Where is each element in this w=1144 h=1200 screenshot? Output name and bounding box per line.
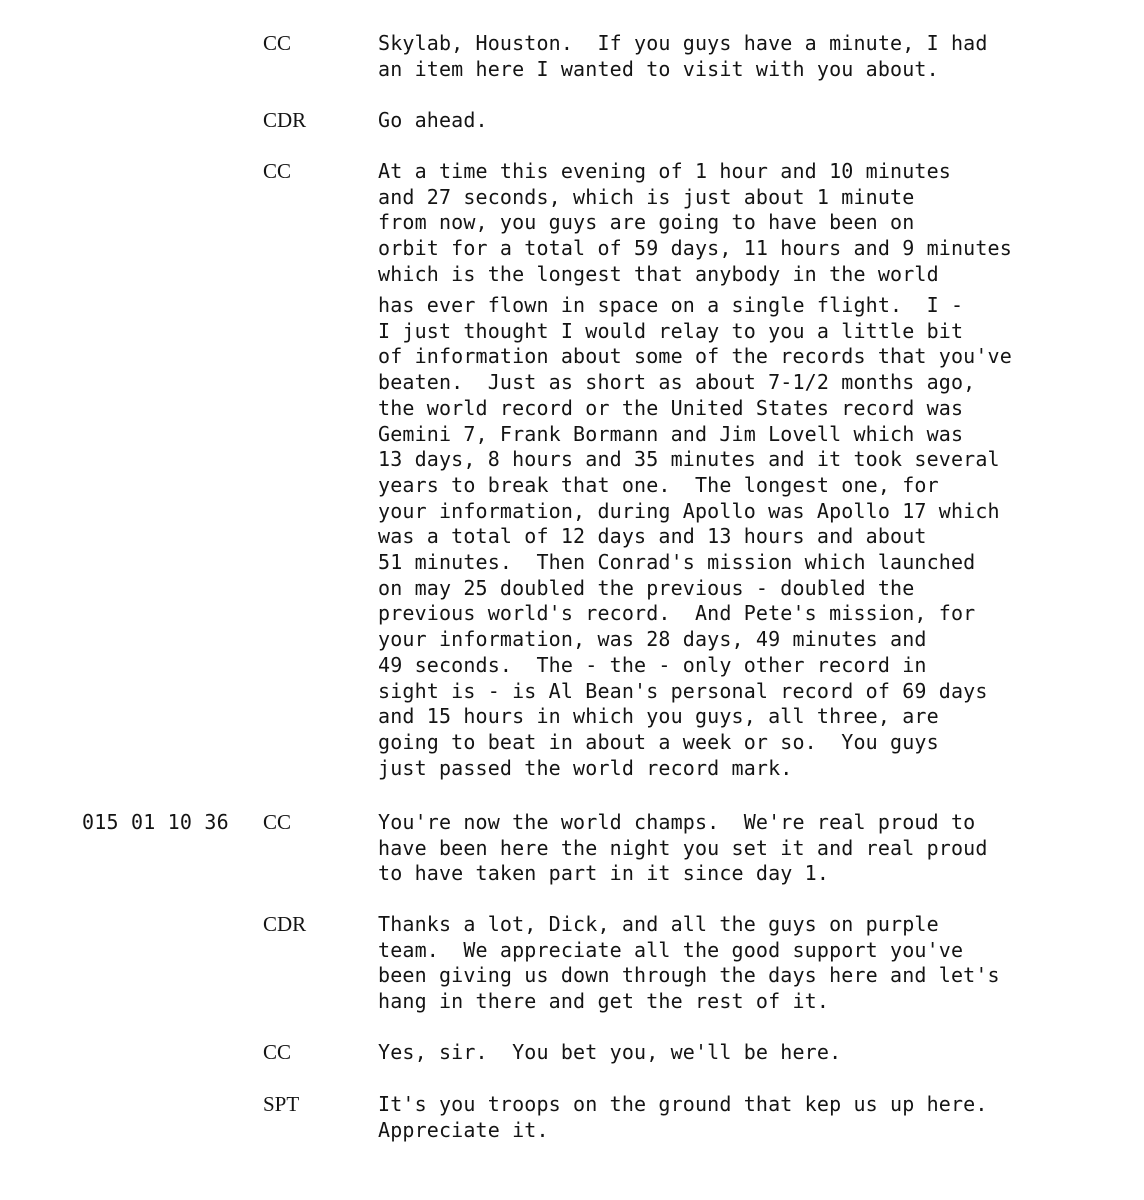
dialogue-text: [378, 159, 1012, 288]
dialogue-line: Yes, sir. You bet you, we'll be here.: [378, 1040, 842, 1064]
dialogue-line: Go ahead.: [378, 108, 488, 132]
dialogue-line: your information, during Apollo was Apollo 17 which: [378, 498, 1000, 523]
dialogue-text: [378, 108, 488, 134]
dialogue-line: your information, was 28 days, 49 minutes and: [378, 627, 927, 652]
dialogue-line: previous world's record. And Pete's mission, for: [378, 601, 976, 626]
dialogue-line: and 27 seconds, which is just about 1 minute: [378, 184, 915, 209]
dialogue-text: [378, 1092, 988, 1143]
dialogue-line: the world record or the United States record was: [378, 395, 964, 420]
speaker-label: CC: [263, 810, 292, 834]
dialogue-line: At a time this evening of 1 hour and 10 minutes: [378, 159, 951, 183]
speaker-label: CDR: [263, 108, 307, 132]
dialogue-line: You're now the world champs. We're real proud to: [378, 810, 976, 834]
dialogue-line: of information about some of the records that you've: [378, 344, 1012, 369]
dialogue-line: been giving us down through the days here and let's: [378, 963, 1000, 988]
dialogue-line: to have taken part in it since day 1.: [378, 861, 830, 886]
dialogue-line: It's you troops on the ground that kep us up here.: [378, 1092, 988, 1116]
dialogue-line: sight is - is Al Bean's personal record of 69 days: [378, 678, 988, 703]
speaker-label: SPT: [263, 1092, 300, 1116]
dialogue-text: [378, 293, 1012, 781]
timestamp: 015 01 10 36: [82, 810, 229, 834]
speaker-label: CC: [263, 1040, 292, 1064]
dialogue-line: Thanks a lot, Dick, and all the guys on purple: [378, 912, 939, 936]
dialogue-line: Appreciate it.: [378, 1117, 549, 1142]
dialogue-line: Skylab, Houston. If you guys have a minute, I had: [378, 31, 988, 55]
dialogue-line: years to break that one. The longest one, for: [378, 472, 939, 497]
dialogue-line: which is the longest that anybody in the world: [378, 261, 939, 286]
dialogue-line: on may 25 doubled the previous - doubled the: [378, 575, 915, 600]
dialogue-line: and 15 hours in which you guys, all three, are: [378, 704, 939, 729]
dialogue-line: Gemini 7, Frank Bormann and Jim Lovell which was: [378, 421, 964, 446]
dialogue-line: 51 minutes. Then Conrad's mission which launched: [378, 550, 976, 575]
speaker-label: CDR: [263, 912, 307, 936]
dialogue-line: orbit for a total of 59 days, 11 hours and 9 minutes: [378, 236, 1012, 261]
dialogue-line: just passed the world record mark.: [378, 755, 793, 780]
dialogue-text: [378, 31, 988, 82]
dialogue-line: beaten. Just as short as about 7-1/2 months ago,: [378, 370, 976, 395]
dialogue-line: from now, you guys are going to have been on: [378, 210, 915, 235]
dialogue-line: 13 days, 8 hours and 35 minutes and it took several: [378, 447, 1000, 472]
speaker-label: CC: [263, 159, 292, 183]
dialogue-line: was a total of 12 days and 13 hours and about: [378, 524, 927, 549]
dialogue-line: has ever flown in space on a single flight. I -: [378, 293, 964, 317]
dialogue-line: team. We appreciate all the good support you've: [378, 937, 964, 962]
dialogue-line: have been here the night you set it and real proud: [378, 835, 988, 860]
dialogue-line: 49 seconds. The - the - only other record in: [378, 652, 927, 677]
dialogue-line: I just thought I would relay to you a little bit: [378, 318, 964, 343]
dialogue-text: [378, 1040, 841, 1066]
dialogue-line: an item here I wanted to visit with you about.: [378, 56, 939, 81]
speaker-label: CC: [263, 31, 292, 55]
dialogue-text: [378, 810, 988, 887]
dialogue-line: going to beat in about a week or so. You guys: [378, 729, 939, 754]
dialogue-line: hang in there and get the rest of it.: [378, 989, 830, 1014]
dialogue-text: [378, 912, 1000, 1015]
